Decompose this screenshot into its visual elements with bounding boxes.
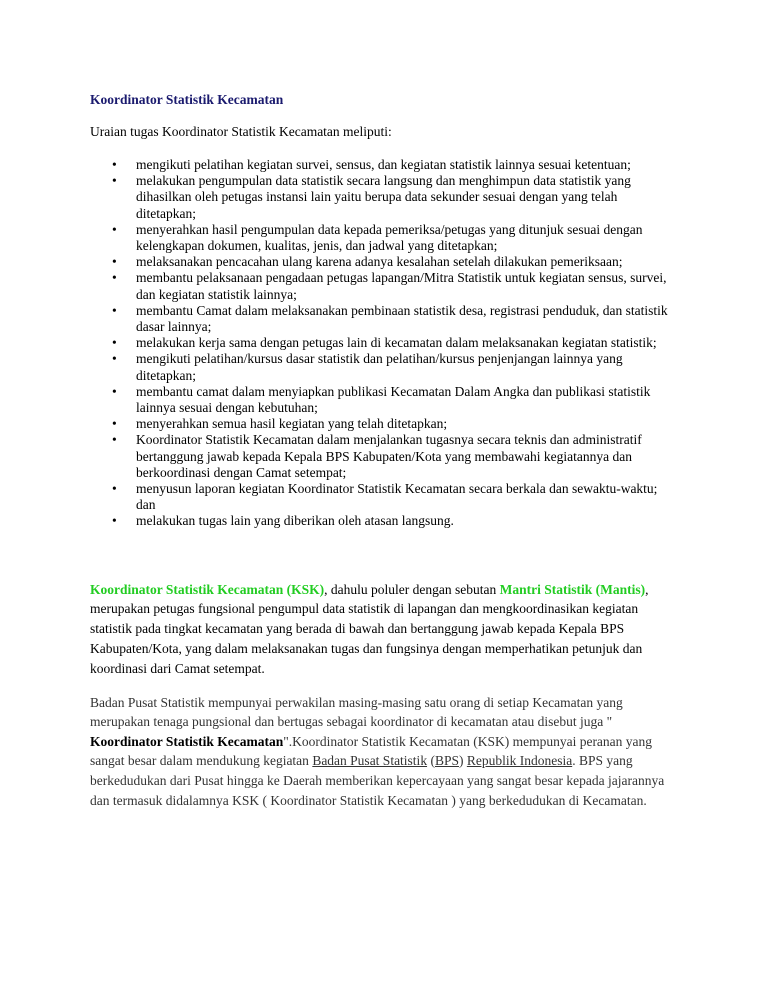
list-item: • Koordinator Statistik Kecamatan dalam menjalankan tugasnya secara teknis dan administratif bertanggung jawab kepada Kepala BPS Kabupaten/Kota yang membawahi kegiatannya dan berkoordinasi dengan Camat setempat; bbox=[112, 432, 642, 480]
bullet-icon: • bbox=[112, 302, 117, 318]
bullet-icon: • bbox=[112, 335, 117, 351]
bullet-icon: • bbox=[112, 432, 117, 448]
document-title: Koordinator Statistik Kecamatan bbox=[90, 92, 284, 107]
bps-paragraph: Badan Pusat Statistik mempunyai perwakilan masing-masing satu orang di setiap Kecamatan yang merupakan tenaga pungsional dan bertugas sebagai koordinator di kecamatan atau disebut juga " Koordinator Statistik Kecamatan".Koordinator Statistik Kecamatan (KSK) mempunyai peranan yang sangat besar dalam mendukung kegiatan Badan Pusat Statistik (BPS) Republik Indonesia. BPS yang berkedudukan dari Pusat hingga ke Daerah memberikan kepercayaan yang sangat besar kepada jajarannya dan termasuk didalamnya KSK ( Koordinator Statistik Kecamatan ) yang berkedudukan di Kecamatan. bbox=[90, 694, 665, 808]
link-badan-pusat-statistik[interactable]: Badan Pusat Statistik bbox=[312, 753, 428, 769]
link-republik-indonesia[interactable]: Republik Indonesia bbox=[466, 753, 573, 769]
list-item: • mengikuti pelatihan kegiatan survei, sensus, dan kegiatan statistik lainnya sesuai ketentuan; bbox=[112, 157, 631, 172]
list-item: • menyusun laporan kegiatan Koordinator Statistik Kecamatan secara berkala dan sewaktu-waktu; dan bbox=[112, 481, 658, 513]
list-item: • menyerahkan semua hasil kegiatan yang telah ditetapkan; bbox=[112, 416, 448, 432]
list-item: • melaksanakan pencacahan ulang karena adanya kesalahan setelah dilakukan pemeriksaan; bbox=[112, 254, 623, 270]
bullet-icon: • bbox=[112, 383, 117, 399]
list-item: • mengikuti pelatihan/kursus dasar statistik dan pelatihan/kursus penjenjangan lainnya yang ditetapkan; bbox=[112, 351, 623, 383]
bullet-icon: • bbox=[112, 157, 117, 172]
task-list bbox=[90, 157, 678, 530]
list-item: • melakukan pengumpulan data statistik secara langsung dan menghimpun data statistik yang dihasilkan oleh petugas instansi lain yaitu berupa data sekunder sesuai dengan yang telah ditetapkan; bbox=[112, 173, 631, 221]
list-item: • membantu Camat dalam melaksanakan pembinaan statistik desa, registrasi penduduk, dan statistik dasar lainnya; bbox=[112, 302, 668, 335]
ksk-term: Koordinator Statistik Kecamatan (KSK) bbox=[90, 581, 325, 597]
list-item: • menyerahkan hasil pengumpulan data kepada pemeriksa/petugas yang ditunjuk sesuai dengan kelengkapan dokumen, kualitas, jenis, dan jadwal yang ditetapkan; bbox=[112, 221, 643, 254]
list-item: • melakukan tugas lain yang diberikan oleh atasan langsung. bbox=[112, 513, 454, 529]
bullet-icon: • bbox=[112, 351, 117, 367]
link-bps[interactable]: BPS bbox=[434, 753, 459, 769]
bold-term: Koordinator Statistik Kecamatan bbox=[90, 733, 284, 749]
bullet-icon: • bbox=[112, 221, 117, 237]
bullet-icon: • bbox=[112, 254, 117, 270]
mantis-term: Mantri Statistik (Mantis) bbox=[499, 581, 646, 597]
ksk-paragraph: Koordinator Statistik Kecamatan (KSK), dahulu poluler dengan sebutan Mantri Statistik (Mantis), merupakan petugas fungsional pengumpul data statistik di lapangan dan mengkoordinasikan kegiatan statistik pada tingkat kecamatan yang berada di bawah dan bertanggung jawab kepada Kepala BPS Kabupaten/Kota, yang dalam melaksanakan tugas dan fungsinya dengan memperhatikan petunjuk dan koordinasi dari Camat setempat. bbox=[90, 581, 649, 676]
bullet-icon: • bbox=[112, 270, 117, 286]
intro-text: Uraian tugas Koordinator Statistik Kecamatan meliputi: bbox=[90, 124, 392, 139]
list-item: • membantu camat dalam menyiapkan publikasi Kecamatan Dalam Angka dan publikasi statistik lainnya sesuai dengan kebutuhan; bbox=[112, 383, 651, 416]
bullet-icon: • bbox=[112, 416, 117, 432]
bullet-icon: • bbox=[112, 173, 117, 189]
bullet-icon: • bbox=[112, 513, 117, 529]
bullet-icon: • bbox=[112, 481, 117, 497]
list-item: • membantu pelaksanaan pengadaan petugas lapangan/Mitra Statistik untuk kegiatan sensus, survei, dan kegiatan statistik lainnya; bbox=[112, 270, 667, 302]
list-item: • melakukan kerja sama dengan petugas lain di kecamatan dalam melaksanakan kegiatan statistik; bbox=[112, 335, 657, 351]
